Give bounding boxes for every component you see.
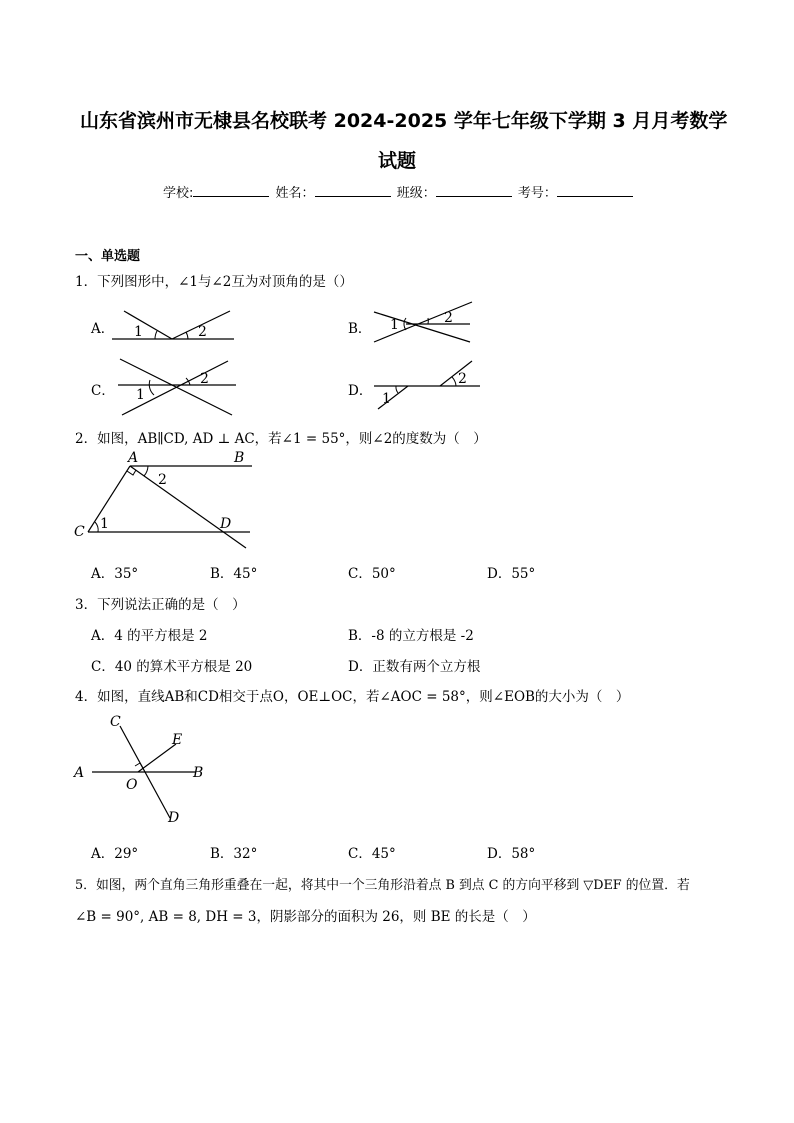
q2-option-a[interactable]: A．35°	[91, 566, 139, 582]
question-5-line-1: 5．如图，两个直角三角形重叠在一起，将其中一个三角形沿着点 B 到点 C 的方向平移到 ▽DEF 的位置．若	[75, 878, 690, 893]
q1a-label-1: 1	[134, 324, 143, 340]
q4-option-c[interactable]: C．45°	[348, 846, 396, 862]
q4-option-b[interactable]: B．32°	[210, 846, 258, 862]
section-heading: 一、单选题	[75, 249, 141, 264]
q4-label-o: O	[126, 777, 138, 793]
q4-label-d: D	[168, 810, 180, 826]
q1-option-d-label[interactable]: D．	[348, 383, 373, 399]
q2-option-c[interactable]: C．50°	[348, 566, 396, 582]
student-info	[163, 182, 635, 201]
q3-option-a[interactable]: A．4 的平方根是 2	[91, 628, 208, 644]
q1-figure-d	[370, 355, 485, 415]
q2-label-c: C	[74, 524, 85, 540]
number-blank[interactable]	[557, 184, 633, 197]
q1-figure-b	[370, 298, 480, 348]
q1a-label-2: 2	[198, 324, 207, 340]
question-4-text: 4．如图，直线AB和CD相交于点O，OE⊥OC，若∠AOC = 58°，则∠EOB的大小为（ ）	[75, 689, 630, 705]
q4-label-b: B	[193, 765, 204, 781]
q1d-label-1: 1	[382, 391, 391, 407]
q1b-label-1: 1	[390, 317, 399, 333]
q2-label-2: 2	[158, 472, 167, 488]
school-blank[interactable]	[193, 184, 269, 197]
question-1-text: 1．下列图形中，∠1与∠2互为对顶角的是（）	[75, 274, 353, 290]
q4-label-c: C	[110, 714, 121, 730]
class-label: 班级：	[396, 186, 436, 201]
q1-figure-c	[110, 355, 240, 420]
q3-option-b[interactable]: B．-8 的立方根是 -2	[348, 628, 474, 644]
q2-label-a: A	[128, 450, 139, 466]
number-label: 考号：	[517, 186, 557, 201]
question-5-line-2: ∠B = 90°, AB = 8, DH = 3，阴影部分的面积为 26，则 BE 的长是（ ）	[75, 909, 536, 925]
q2-label-b: B	[234, 450, 245, 466]
q2-label-d: D	[220, 516, 232, 532]
q2-option-d[interactable]: D．55°	[487, 566, 536, 582]
q2-figure	[70, 448, 260, 553]
q2-option-b[interactable]: B．45°	[210, 566, 258, 582]
q1-option-c-label[interactable]: C．	[91, 383, 115, 399]
q4-figure	[70, 712, 210, 830]
school-label: 学校:	[163, 186, 194, 201]
q1b-label-2: 2	[444, 310, 453, 326]
question-3-text: 3．下列说法正确的是（ ）	[75, 597, 246, 613]
q3-option-d[interactable]: D．正数有两个立方根	[348, 659, 481, 675]
name-blank[interactable]	[315, 184, 391, 197]
q4-label-e: E	[172, 732, 183, 748]
q3-option-c[interactable]: C．40 的算术平方根是 20	[91, 659, 253, 675]
name-label: 姓名：	[275, 186, 315, 201]
q4-label-a: A	[74, 765, 85, 781]
question-2-text: 2．如图，AB∥CD, AD ⊥ AC，若∠1 = 55°，则∠2的度数为（ ）	[75, 431, 487, 447]
q4-option-d[interactable]: D．58°	[487, 846, 536, 862]
q4-option-a[interactable]: A．29°	[91, 846, 139, 862]
q1c-label-1: 1	[136, 387, 145, 403]
title-line-2: 试题	[378, 150, 417, 172]
q1-figure-a	[110, 305, 240, 345]
class-blank[interactable]	[436, 184, 512, 197]
q1-option-a-label[interactable]: A．	[91, 321, 115, 337]
title-line-1: 山东省滨州市无棣县名校联考 2024-2025 学年七年级下学期 3 月月考数学	[80, 110, 728, 132]
q1-option-b-label[interactable]: B．	[348, 321, 372, 337]
q1c-label-2: 2	[200, 371, 209, 387]
q2-label-1: 1	[100, 516, 109, 532]
q1d-label-2: 2	[458, 371, 467, 387]
